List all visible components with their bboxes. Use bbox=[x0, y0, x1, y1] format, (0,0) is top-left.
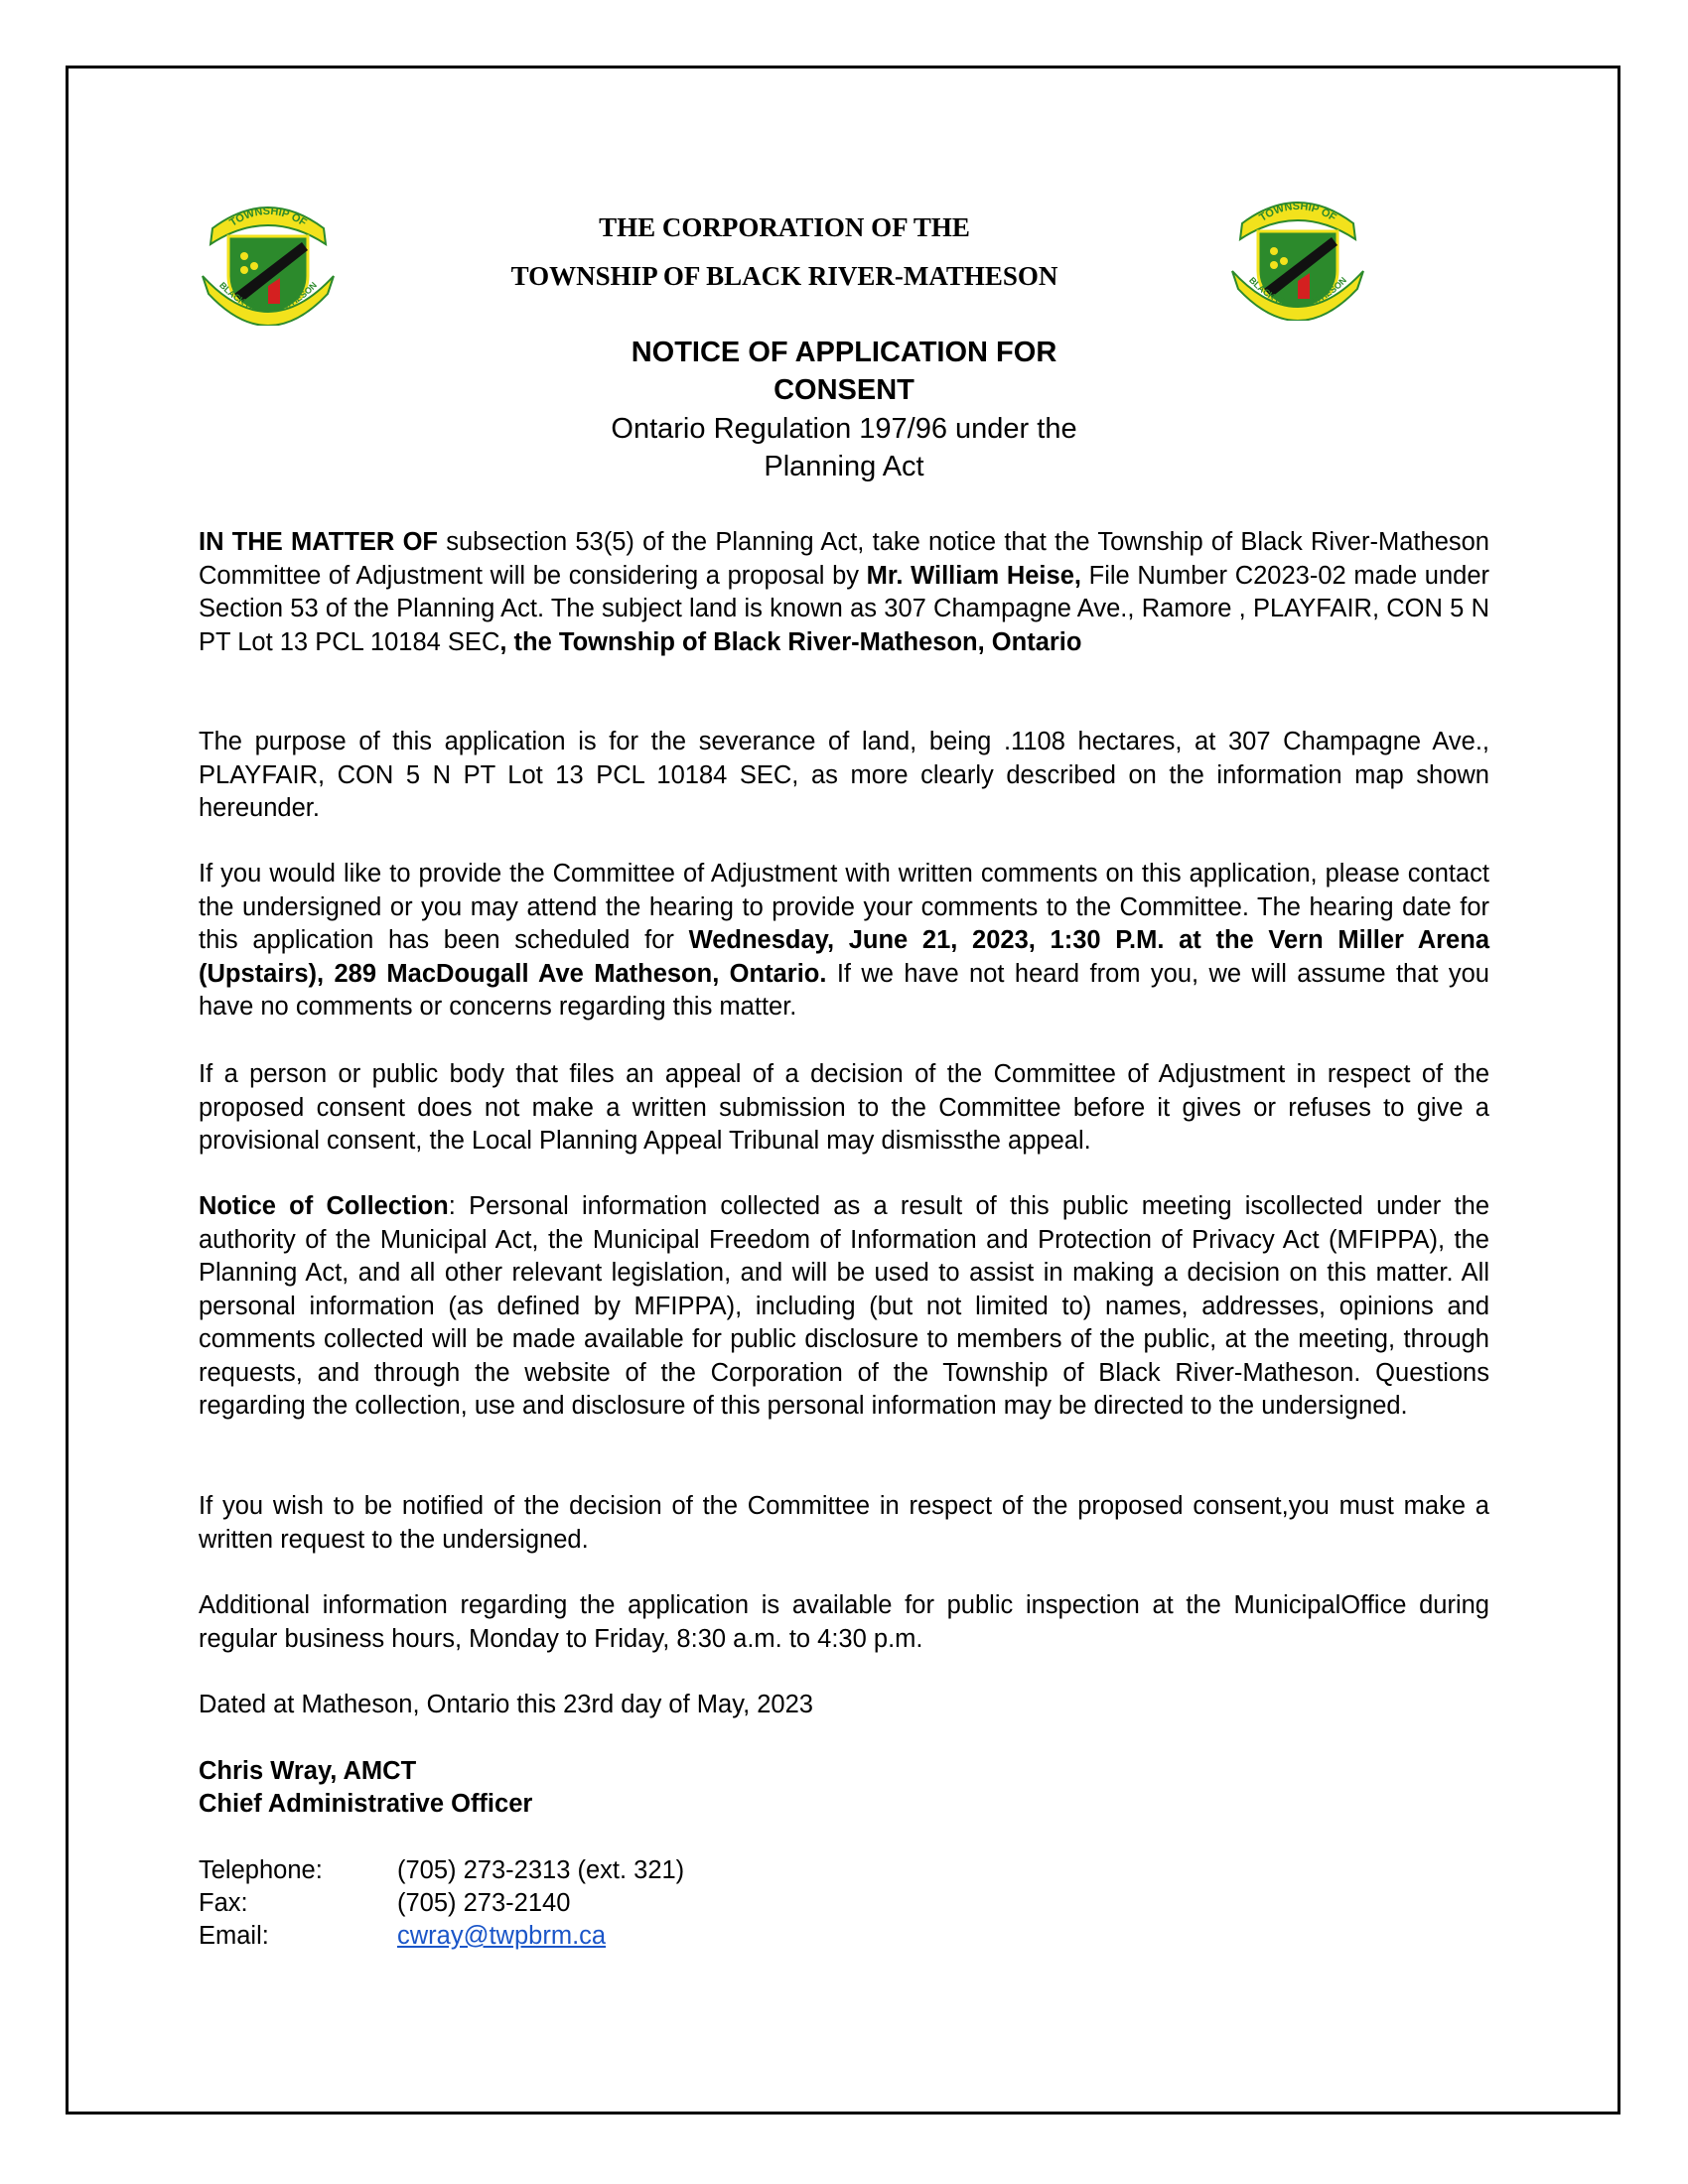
regulation-line-1: Ontario Regulation 197/96 under the bbox=[611, 413, 1077, 445]
paragraph-appeal bbox=[199, 1058, 1489, 1159]
dated-line: Dated at Matheson, Ontario this 23rd day of May, 2023 bbox=[199, 1691, 813, 1718]
notice-title-line-2: CONSENT bbox=[774, 374, 914, 406]
hearing-text-1: If you would like to provide the Committee of Adjustment with written comments on this application, please contact the undersigned or you may attend the hearing to provide your comments to the Committee. The hearing date for this application has been scheduled for bbox=[199, 860, 1489, 954]
additional-info-text: Additional information regarding the application is available for public inspection at the MunicipalOffice during regular business hours, Monday to Friday, 8:30 a.m. to 4:30 p.m. bbox=[199, 1591, 1489, 1653]
notification-text: If you wish to be notified of the decision of the Committee in respect of the proposed consent,you must make a written request to the undersigned. bbox=[199, 1492, 1489, 1554]
collection-text: : Personal information collected as a result of this public meeting iscollected under the authority of the Municipal Act, the Municipal Freedom of Information and Protection of Privacy Act (MFIPPA), the Planning Act, and all other relevant legislation, and will be used to assist in making a decision on this matter. All personal information (as defined by MFIPPA), including (but not limited to) names, addresses, opinions and comments collected will be made available for public disclosure to members of the public, at the meeting, through requests, and through the website of the Corporation of the Township of Black River-Matheson. Questions regarding the collection, use and disclosure of this personal information may be directed to the undersigned. bbox=[199, 1192, 1489, 1420]
paragraph-notification bbox=[199, 1490, 1489, 1557]
signatory-name: Chris Wray, AMCT bbox=[199, 1757, 417, 1785]
email-link[interactable]: cwray@twpbrm.ca bbox=[397, 1922, 607, 1950]
township-crest-right bbox=[1228, 194, 1367, 321]
telephone-label: Telephone: bbox=[199, 1856, 323, 1884]
fax-value: (705) 273-2140 bbox=[397, 1889, 571, 1917]
corporation-line-1: THE CORPORATION OF THE bbox=[599, 212, 970, 242]
telephone-value: (705) 273-2313 (ext. 321) bbox=[397, 1856, 685, 1884]
matter-text-1: subsection 53(5) of the Planning Act, take notice that the Township of Black River-Matheson Committee of Adjustment will be considering a proposal by bbox=[199, 528, 1489, 590]
email-label: Email: bbox=[199, 1922, 269, 1950]
signatory-position: Chief Administrative Officer bbox=[199, 1790, 533, 1818]
paragraph-hearing bbox=[199, 858, 1489, 1024]
matter-label: IN THE MATTER OF bbox=[199, 528, 438, 556]
paragraph-additional-info bbox=[199, 1589, 1489, 1656]
notice-title-line-1: NOTICE OF APPLICATION FOR bbox=[631, 337, 1057, 368]
crest-top-text: TOWNSHIP OF bbox=[227, 205, 309, 229]
paragraph-purpose bbox=[199, 726, 1489, 826]
hearing-date-location: Wednesday, June 21, 2023, 1:30 P.M. at the Vern Miller Arena (Upstairs), 289 MacDougall Ave Matheson, Ontario. bbox=[199, 926, 1490, 988]
corporation-line-2: TOWNSHIP OF BLACK RIVER-MATHESON bbox=[510, 261, 1058, 291]
applicant-name: Mr. William Heise, bbox=[866, 561, 1081, 590]
matter-location: , the Township of Black River-Matheson, Ontario bbox=[499, 627, 1082, 656]
matter-text-2: File Number C2023-02 made under Section 53 of the Planning Act. The subject land is known as 307 Champagne Ave., Ramore , PLAYFAIR, CON 5 N PT Lot 13 PCL 10184 SEC bbox=[199, 561, 1489, 656]
paragraph-matter bbox=[199, 526, 1489, 659]
regulation-line-2: Planning Act bbox=[764, 451, 924, 482]
paragraph-collection bbox=[199, 1190, 1489, 1424]
fax-label: Fax: bbox=[199, 1889, 248, 1917]
crest-bottom-text: BLACK RIVER-MATHESON bbox=[217, 280, 319, 315]
crest-top-text: TOWNSHIP OF bbox=[1257, 200, 1338, 224]
hearing-text-2: If we have not heard from you, we will assume that you have no comments or concerns regarding this matter. bbox=[199, 959, 1489, 1021]
purpose-text: The purpose of this application is for the severance of land, being .1108 hectares, at 307 Champagne Ave., PLAYFAIR, CON 5 N PT Lot 13 PCL 10184 SEC, as more clearly described on the information map shown hereunder. bbox=[199, 728, 1489, 822]
crest-bottom-text: BLACK RIVER-MATHESON bbox=[1247, 275, 1348, 310]
appeal-text: If a person or public body that files an appeal of a decision of the Committee of Adjustment in respect of the proposed consent does not make a written submission to the Committee before it gives or refuses to give a provisional consent, the Local Planning Appeal Tribunal may dismissthe appeal. bbox=[199, 1060, 1489, 1155]
collection-label: Notice of Collection bbox=[199, 1192, 449, 1220]
